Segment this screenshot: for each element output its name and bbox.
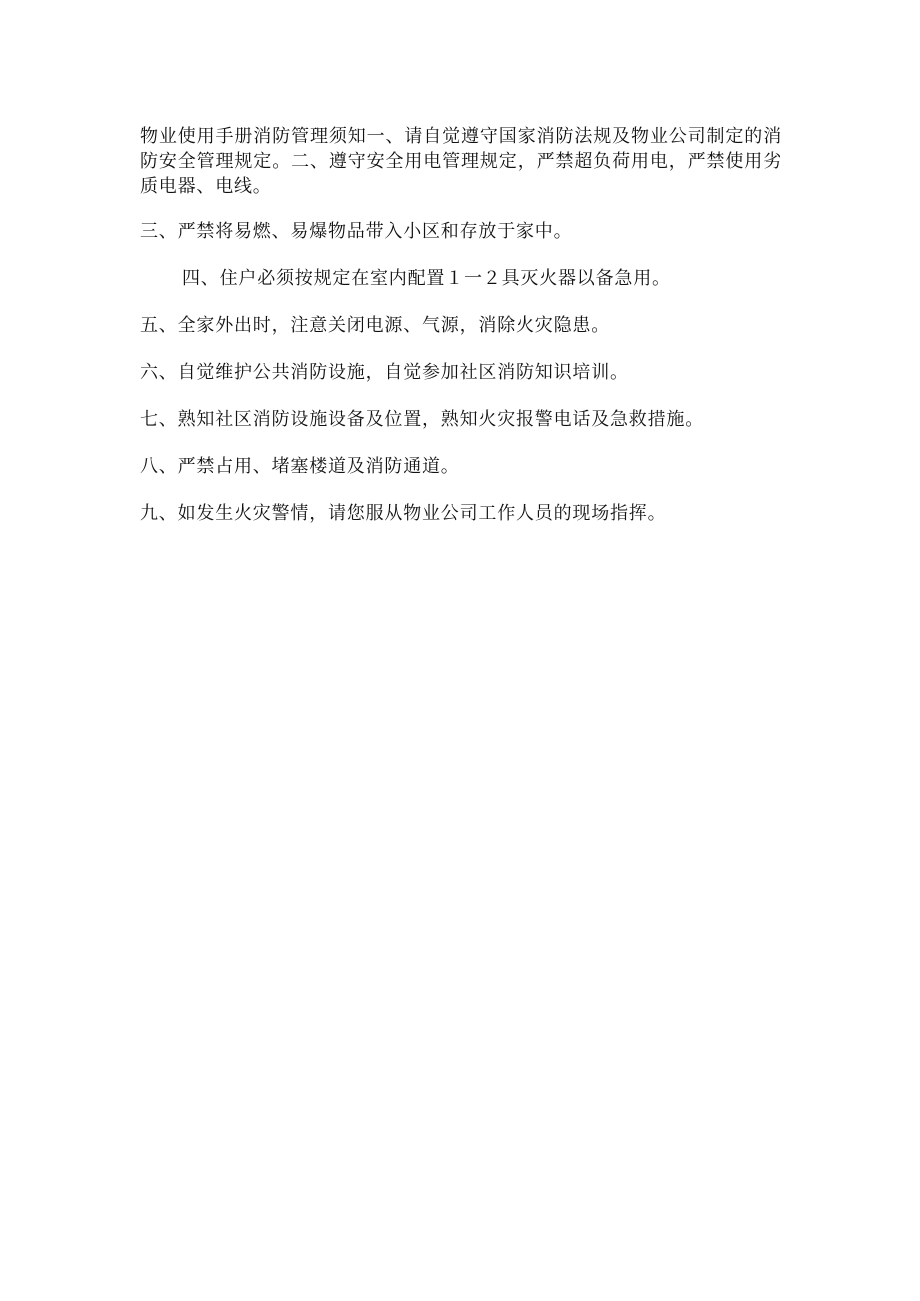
document-body [140, 124, 782, 526]
paragraph-item-5: 五、全家外出时，注意关闭电源、气源，消除火灾隐患。 [140, 315, 610, 336]
paragraph-item-6: 六、自觉维护公共消防设施，自觉参加社区消防知识培训。 [140, 362, 629, 383]
paragraph-item-3: 三、严禁将易燃、易爆物品带入小区和存放于家中。 [140, 221, 573, 242]
paragraph-intro: 物业使用手册消防管理须知一、请自觉遵守国家消防法规及物业公司制定的消防安全管理规定。二、遵守安全用电管理规定，严禁超负荷用电，严禁使用劣质电器、电线。 [140, 126, 782, 197]
paragraph-item-9: 九、如发生火灾警情，请您服从物业公司工作人员的现场指挥。 [140, 503, 667, 524]
paragraph-item-7: 七、熟知社区消防设施设备及位置，熟知火灾报警电话及急救措施。 [140, 409, 704, 430]
paragraph-item-4: 四、住户必须按规定在室内配置１一２具灭火器以备急用。 [182, 268, 671, 289]
paragraph-item-8: 八、严禁占用、堵塞楼道及消防通道。 [140, 456, 460, 477]
